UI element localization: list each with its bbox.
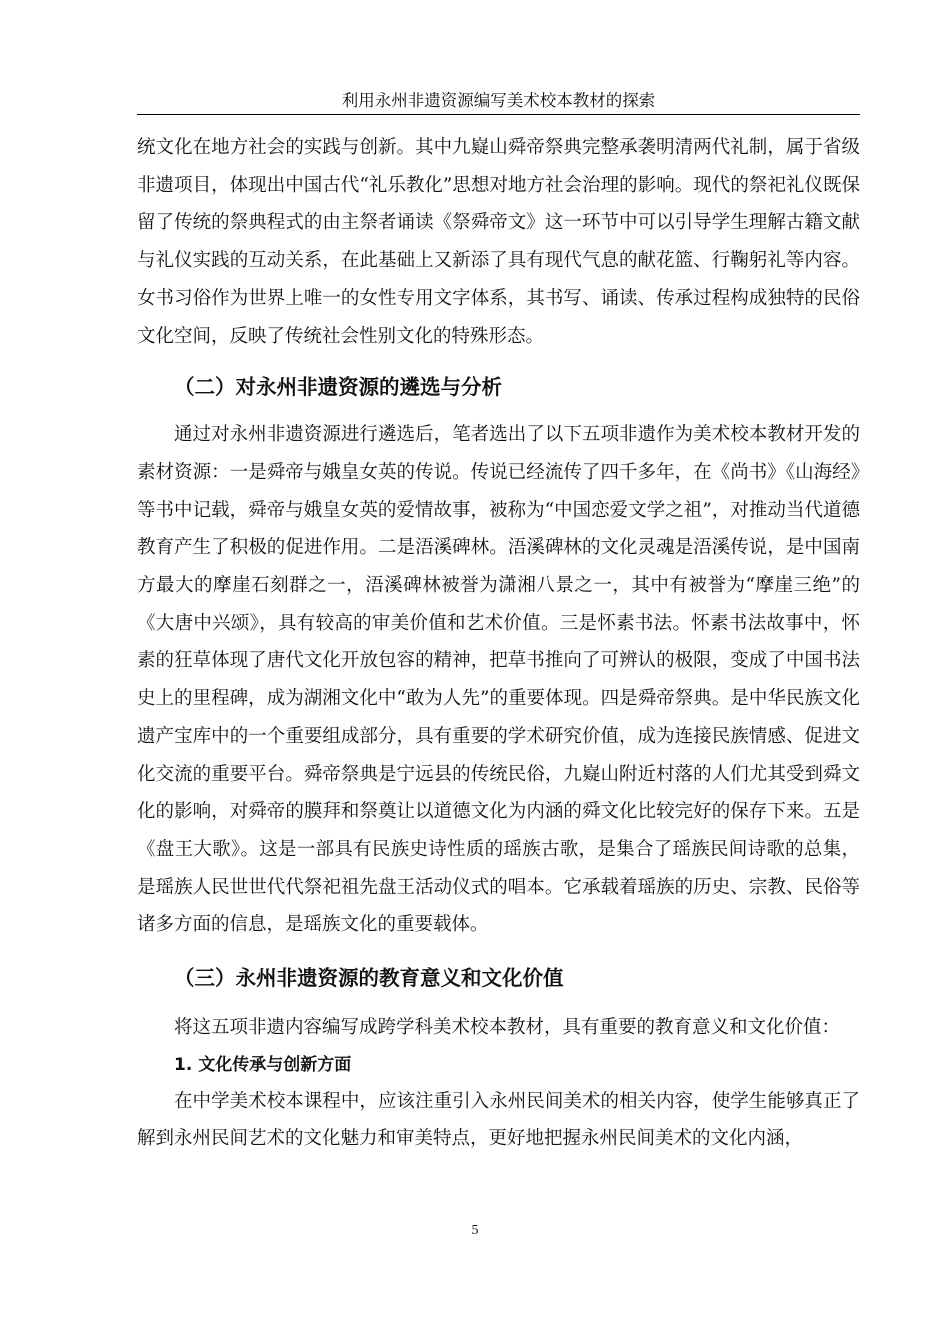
page-number: 5 — [471, 1223, 479, 1238]
subheading-culture-inheritance: 1. 文化传承与创新方面 — [174, 1054, 352, 1075]
paragraph-intro-value: 将这五项非遗内容编写成跨学科美术校本教材，具有重要的教育意义和文化价值： — [174, 1017, 841, 1039]
document-body — [137, 129, 860, 1158]
paragraph-selection-analysis: 通过对永州非遗资源进行遴选后，笔者选出了以下五项非遗作为美术校本教材开发的素材资源：一是舜帝与娥皇女英的传说。传说已经流传了四千多年，在《尚书》《山海经》等书中记载，舜帝与娥皇女英的爱情故事，被称为“中国恋爱文学之祖”，对推动当代道德教育产生了积极的促进作用。二是浯溪碑林。浯溪碑林的文化灵魂是浯溪传说，是中国南方最大的摩崖石刻群之一，浯溪碑林被誉为潇湘八景之一，其中有被誉为“摩崖三绝”的《大唐中兴颂》，具有较高的审美价值和艺术价值。三是怀素书法。怀素书法故事中，怀素的狂草体现了唐代文化开放包容的精神，把草书推向了可辨认的极限，变成了中国书法史上的里程碑，成为湖湘文化中“敢为人先”的重要体现。四是舜帝祭典。是中华民族文化遗产宝库中的一个重要组成部分，具有重要的学术研究价值，成为连接民族情感、促进文化交流的重要平台。舜帝祭典是宁远县的传统民俗，九嶷山附近村落的人们尤其受到舜文化的影响，对舜帝的膜拜和祭奠让以道德文化为内涵的舜文化比较完好的保存下来。五是《盘王大歌》。这是一部具有民族史诗性质的瑶族古歌，是集合了瑶族民间诗歌的总集，是瑶族人民世世代代祭祀祖先盘王活动仪式的唱本。它承载着瑶族的历史、宗教、民俗等诸多方面的信息，是瑶族文化的重要载体。 — [137, 424, 860, 936]
section-heading-3: （三）永州非遗资源的教育意义和文化价值 — [174, 966, 564, 991]
section-heading-2: （二）对永州非遗资源的遴选与分析 — [174, 375, 502, 400]
paragraph-art-curriculum: 在中学美术校本课程中，应该注重引入永州民间美术的相关内容，使学生能够真正了解到永州民间艺术的文化魅力和审美特点，更好地把握永州民间美术的文化内涵， — [137, 1090, 860, 1150]
running-header: 利用永州非遗资源编写美术校本教材的探索 — [137, 88, 860, 115]
paragraph-continued: 统文化在地方社会的实践与创新。其中九嶷山舜帝祭典完整承袭明清两代礼制，属于省级非遗项目，体现出中国古代“礼乐教化”思想对地方社会治理的影响。现代的祭祀礼仪既保留了传统的祭典程式的由主祭者诵读《祭舜帝文》这一环节中可以引导学生理解古籍文献与礼仪实践的互动关系，在此基础上又新添了具有现代气息的献花篮、行鞠躬礼等内容。女书习俗作为世界上唯一的女性专用文字体系，其书写、诵读、传承过程构成独特的民俗文化空间，反映了传统社会性别文化的特殊形态。 — [137, 137, 860, 347]
